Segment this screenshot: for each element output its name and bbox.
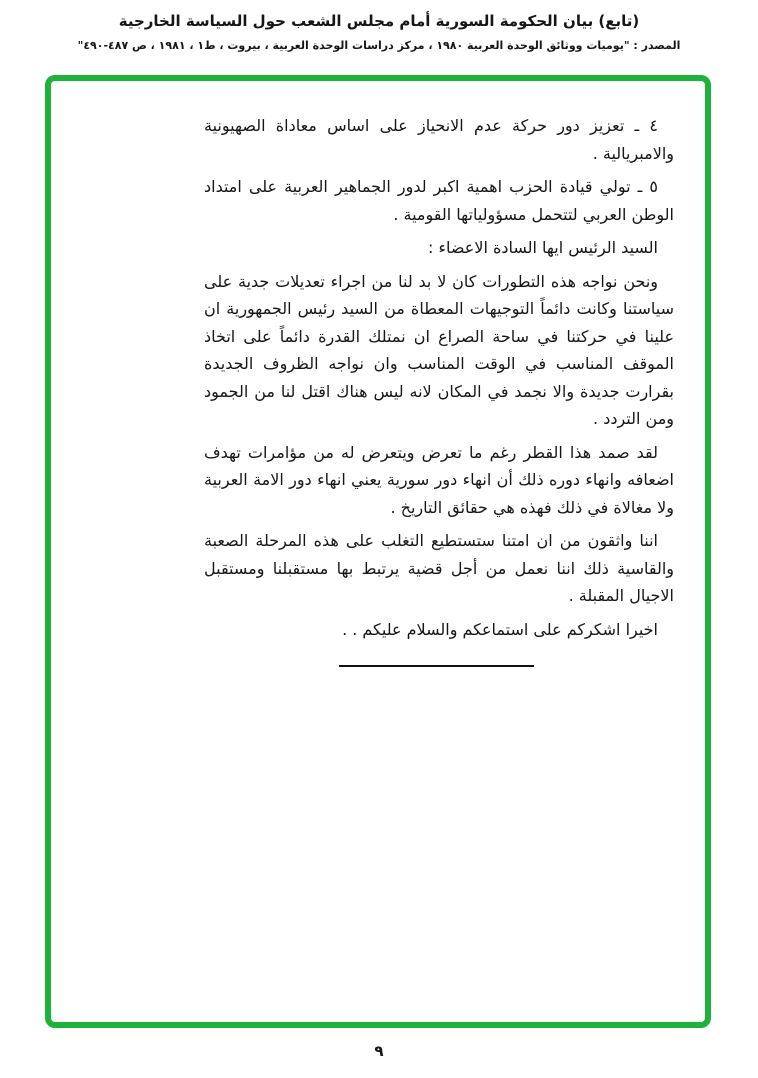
document-border-frame xyxy=(45,75,711,1028)
paragraph-body-3: اننا واثقون من ان امتنا ستستطيع التغلب على هذه المرحلة الصعبة والقاسية ذلك اننا نعمل من أجل قضية يرتبط بها مستقبلنا ومستقبل الاجيال المقبلة . xyxy=(204,531,674,605)
page-header xyxy=(0,12,758,52)
closing-rule xyxy=(339,665,534,667)
paragraph-body-1: ونحن نواجه هذه التطورات كان لا بد لنا من اجراء تعديلات جدية على سياستنا وكانت دائماً التوجيهات المعطاة من السيد رئيس الجمهورية ان علينا في حركتنا في ساحة الصراع ان نمتلك القدرة دائماً على اتخاذ الموقف المناسب في الوقت المناسب وان نواجه الظروف الجديدة بقرارت جديدة والا نجمد في المكان لانه ليس هناك اقتل لنا من الجمود ومن التردد . xyxy=(204,271,674,428)
paragraph-item-4: ٤ ـ تعزيز دور حركة عدم الانحياز على اساس معاداة الصهيونية والامبريالية . xyxy=(204,116,674,163)
paragraph-salutation: السيد الرئيس ايها السادة الاعضاء : xyxy=(428,238,658,257)
document-title: (تابع) بيان الحكومة السورية أمام مجلس الشعب حول السياسة الخارجية xyxy=(118,12,640,30)
page-number: ٩ xyxy=(374,1042,384,1060)
paragraph-closing: اخيرا اشكركم على استماعكم والسلام عليكم . . xyxy=(342,619,658,639)
paragraph-item-5: ٥ ـ تولي قيادة الحزب اهمية اكبر لدور الجماهير العربية على امتداد الوطن العربي لتتحمل مسؤولياتها القومية . xyxy=(204,177,674,224)
paragraph-body-2: لقد صمد هذا القطر رغم ما تعرض ويتعرض له من مؤامرات تهدف اضعافه وانهاء دوره ذلك أن انهاء دور سورية يعني انهاء دور الامة العربية ولا مغالاة في ذلك فهذه هي حقائق التاريخ . xyxy=(204,442,674,517)
document-source-citation: المصدر : "يوميات ووثائق الوحدة العربية ١٩٨٠ ، مركز دراسات الوحدة العربية ، بيروت ، ط١ ، ١٩٨١ ، ص ٤٨٧-٤٩٠" xyxy=(77,39,681,52)
document-body xyxy=(204,112,674,667)
